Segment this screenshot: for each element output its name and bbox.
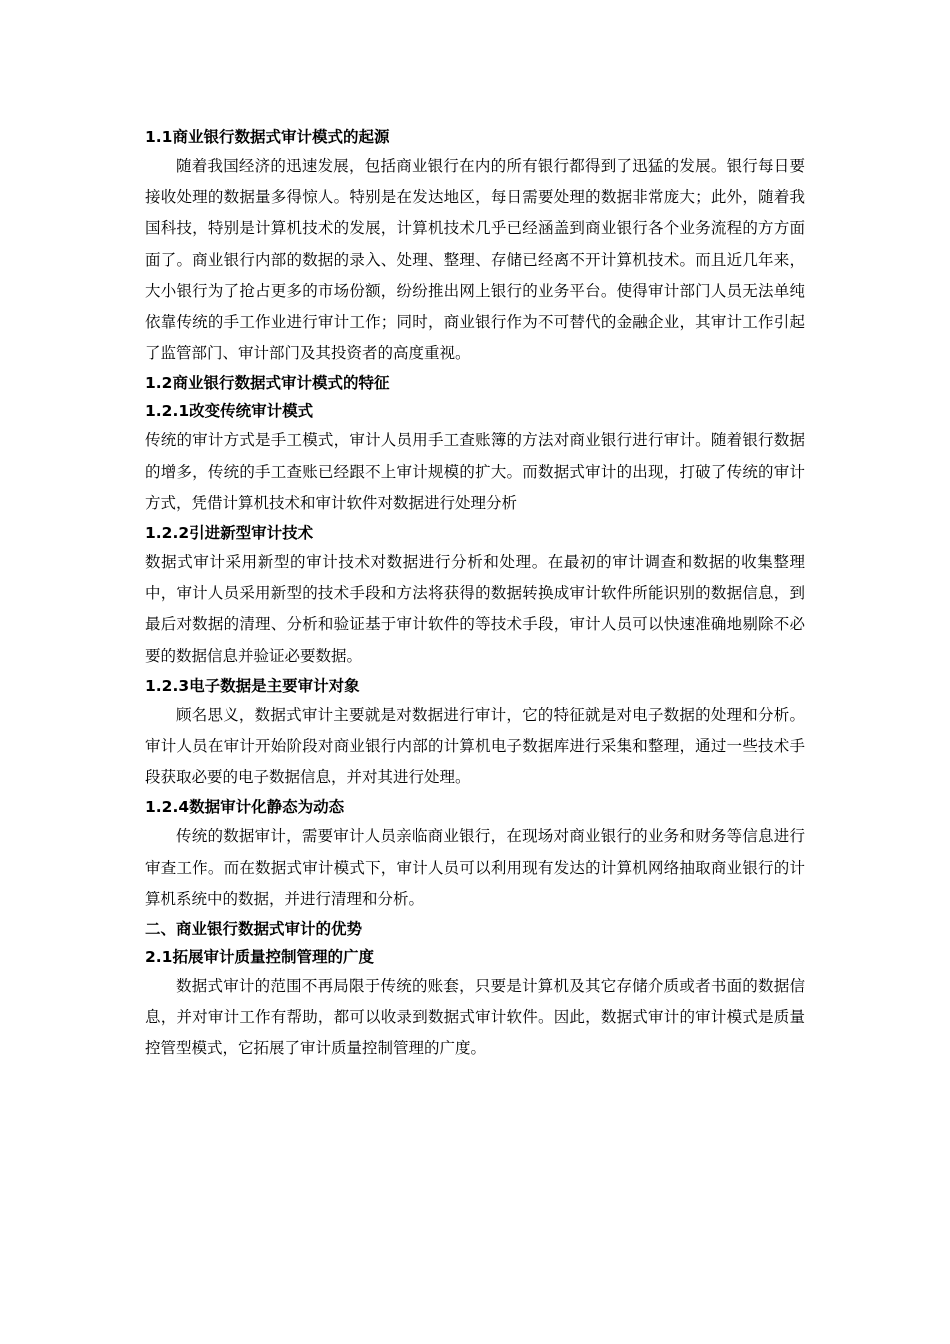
section-heading-2: 二、商业银行数据式审计的优势 [145,920,363,939]
paragraph-quality-control: 数据式审计的范围不再局限于传统的账套，只要是计算机及其它存储介质或者书面的数据信息，并对审计工作有帮助，都可以收录到数据式审计软件。因此，数据式审计的审计模式是质量控管型模式，它拓展了审计质量控制管理的广度。 [145,977,805,1058]
section-heading-1-2-1: 1.2.1改变传统审计模式 [145,402,314,421]
document-body [145,123,805,1065]
section-heading-1-2-3: 1.2.3电子数据是主要审计对象 [145,676,360,695]
section-heading-1-2-2: 1.2.2引进新型审计技术 [145,524,314,543]
section-heading-1-2: 1.2商业银行数据式审计模式的特征 [145,374,390,393]
paragraph-traditional-mode: 传统的审计方式是手工模式，审计人员用手工查账簿的方法对商业银行进行审计。随着银行数据的增多，传统的手工查账已经跟不上审计规模的扩大。而数据式审计的出现，打破了传统的审计方式，凭借计算机技术和审计软件对数据进行处理分析 [145,431,805,512]
paragraph-static-to-dynamic: 传统的数据审计，需要审计人员亲临商业银行，在现场对商业银行的业务和财务等信息进行审查工作。而在数据式审计模式下，审计人员可以利用现有发达的计算机网络抽取商业银行的计算机系统中的数据，并进行清理和分析。 [145,827,805,908]
paragraph-electronic-data: 顾名思义，数据式审计主要就是对数据进行审计，它的特征就是对电子数据的处理和分析。审计人员在审计开始阶段对商业银行内部的计算机电子数据库进行采集和整理，通过一些技术手段获取必要的电子数据信息，并对其进行处理。 [145,705,805,787]
section-heading-1-2-4: 1.2.4数据审计化静态为动态 [145,798,345,817]
section-heading-1-1: 1.1商业银行数据式审计模式的起源 [145,128,390,146]
paragraph-new-technology: 数据式审计采用新型的审计技术对数据进行分析和处理。在最初的审计调查和数据的收集整理中，审计人员采用新型的技术手段和方法将获得的数据转换成审计软件所能识别的数据信息，到最后对数据的清理、分析和验证基于审计软件的等技术手段，审计人员可以快速准确地剔除不必要的数据信息并验证必要数据。 [145,553,805,665]
section-heading-2-1: 2.1拓展审计质量控制管理的广度 [145,948,374,967]
paragraph-origin: 随着我国经济的迅速发展，包括商业银行在内的所有银行都得到了迅猛的发展。银行每日要接收处理的数据量多得惊人。特别是在发达地区，每日需要处理的数据非常庞大；此外，随着我国科技，特别是计算机技术的发展，计算机技术几乎已经涵盖到商业银行各个业务流程的方方面面了。商业银行内部的数据的录入、处理、整理、存储已经离不开计算机技术。而且近几年来，大小银行为了抢占更多的市场份额，纷纷推出网上银行的业务平台。使得审计部门人员无法单纯依靠传统的手工作业进行审计工作；同时，商业银行作为不可替代的金融企业，其审计工作引起了监管部门、审计部门及其投资者的高度重视。 [145,157,805,363]
